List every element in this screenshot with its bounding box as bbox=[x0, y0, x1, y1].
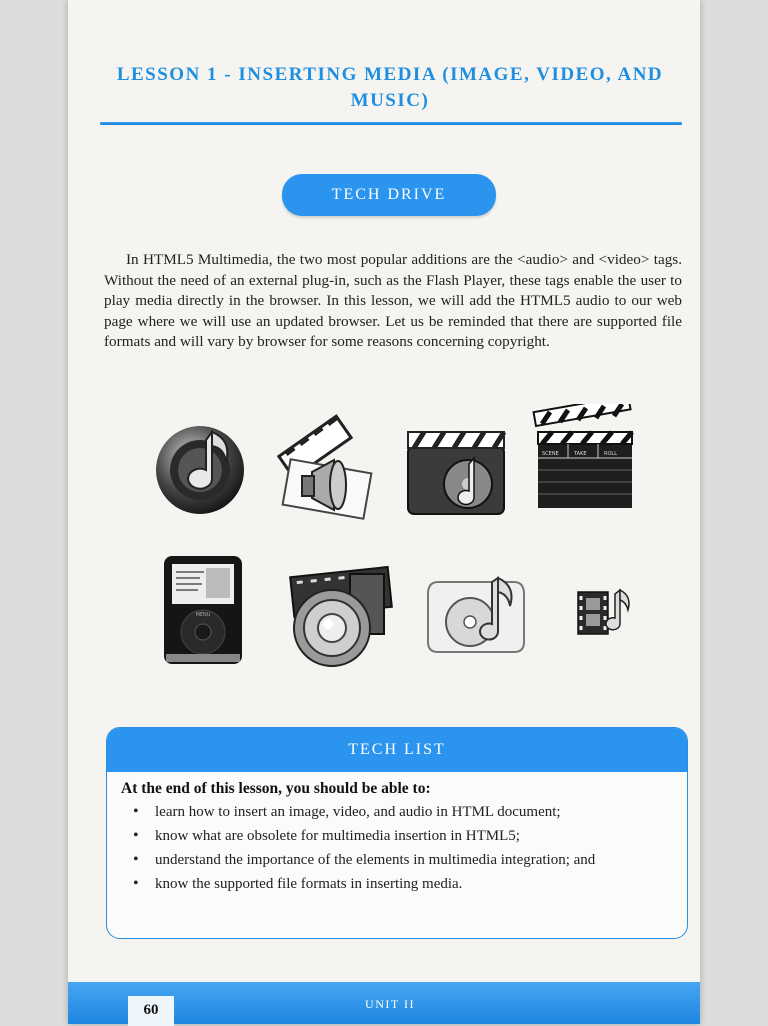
film-music-icon bbox=[574, 584, 634, 644]
list-item: • know the supported file formats in inserting media. bbox=[155, 874, 645, 894]
list-item: • understand the importance of the elements in multimedia integration; and bbox=[155, 850, 645, 870]
media-player-icon bbox=[160, 554, 246, 666]
clapper-take-label: TAKE bbox=[574, 451, 587, 457]
title-divider bbox=[100, 122, 682, 125]
clapper-scene-label: SCENE bbox=[542, 451, 559, 457]
video-audio-icon bbox=[272, 410, 382, 520]
clapperboard-icon bbox=[532, 404, 640, 512]
unit-label: UNIT II bbox=[365, 997, 415, 1011]
objectives-list bbox=[107, 802, 687, 894]
tech-list-box bbox=[106, 727, 688, 939]
list-item: • know what are obsolete for multimedia insertion in HTML5; bbox=[155, 826, 645, 846]
page-number: 60 bbox=[143, 1002, 159, 1018]
music-disc-icon bbox=[150, 418, 260, 518]
speaker-film-icon bbox=[284, 564, 396, 670]
intro-paragraph: In HTML5 Multimedia, the two most popular additions are the <audio> and <video> tags. Without the need of an external plug-in, such as the Flash Player, these tags enable the user to play media directly in the browser. In this lesson, we will add the HTML5 audio to our web page where we will use an updated browser. Let us be reminded that there are supported file formats and will vary by browser for some reasons concerning copyright. bbox=[104, 251, 682, 350]
player-menu-label: MENU bbox=[195, 612, 211, 618]
tech-list-lead: At the end of this lesson, you should be able to: bbox=[121, 780, 431, 797]
lesson-title: LESSON 1 - INSERTING MEDIA (IMAGE, VIDEO, AND MUSIC) bbox=[116, 64, 664, 111]
tech-drive-banner: TECH DRIVE bbox=[282, 174, 496, 216]
cd-music-icon bbox=[424, 572, 528, 662]
tech-list-header: TECH LIST bbox=[107, 728, 687, 772]
video-music-icon bbox=[404, 416, 510, 516]
list-item: • learn how to insert an image, video, and audio in HTML document; bbox=[155, 802, 645, 822]
clapper-roll-label: ROLL bbox=[604, 451, 617, 457]
